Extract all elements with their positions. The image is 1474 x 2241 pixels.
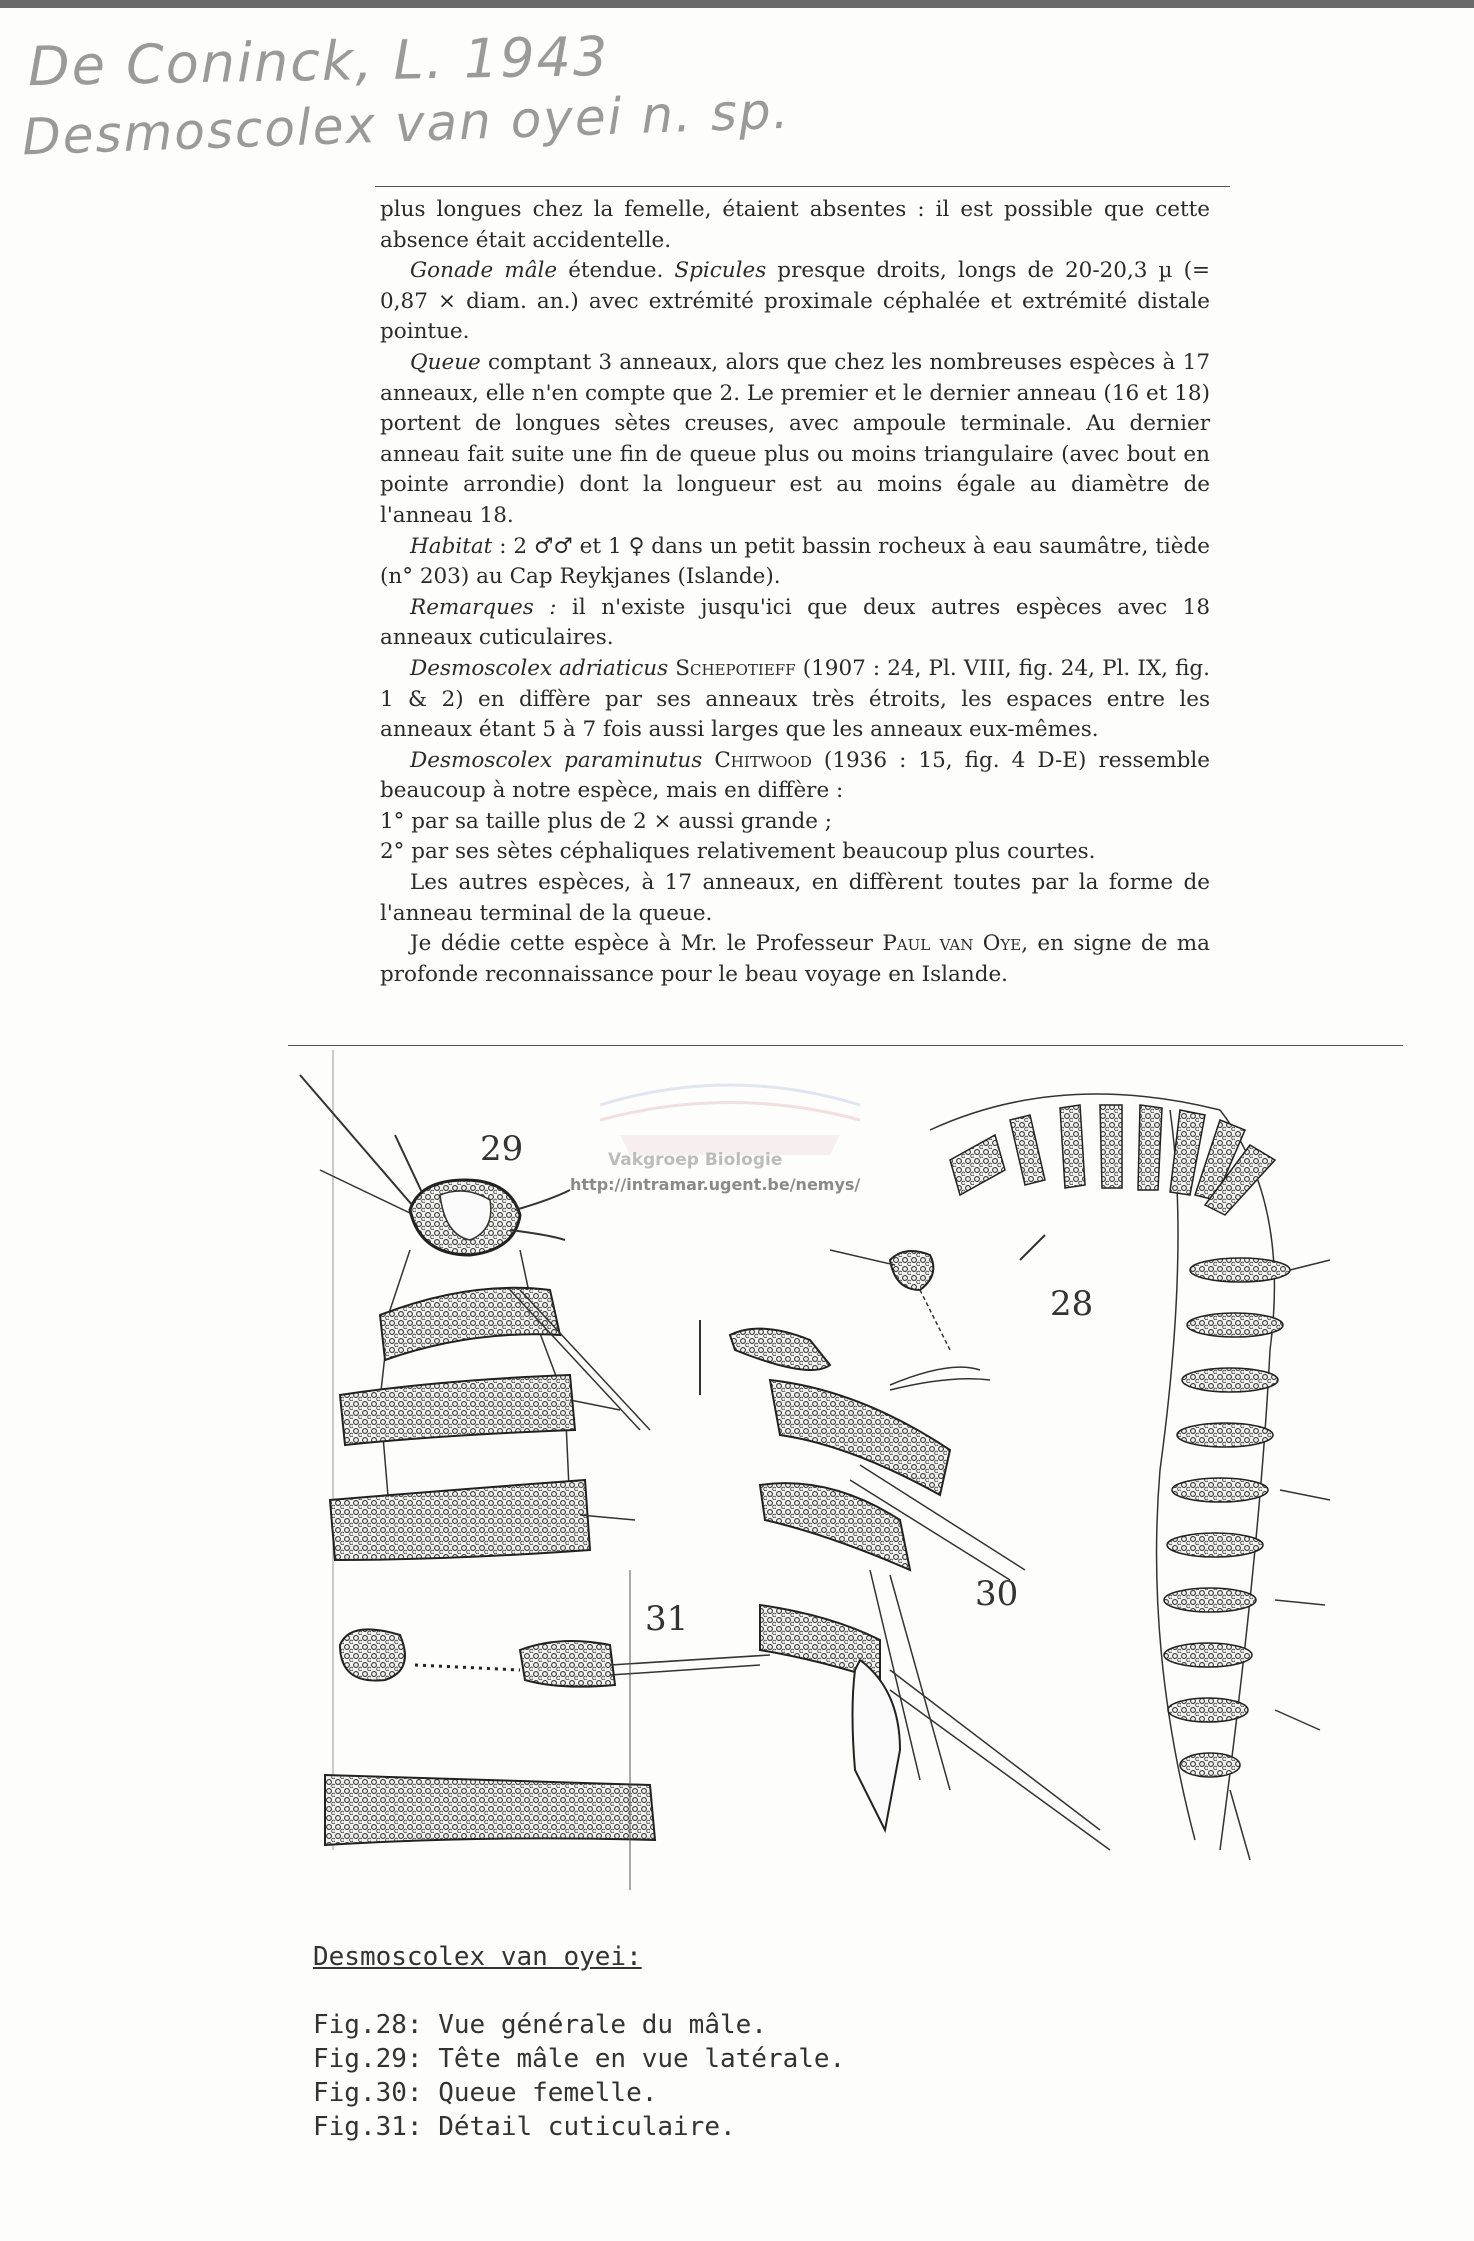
dedicatee-name: Paul van Oye [882, 931, 1022, 957]
paragraph-dedication [380, 929, 1210, 990]
paragraph-gonade [380, 256, 1210, 348]
term-habitat: Habitat [410, 533, 493, 559]
term-spicules: Spicules [674, 258, 767, 284]
watermark-url: http://intramar.ugent.be/nemys/ [570, 1175, 861, 1194]
author-chitwood: Chitwood [714, 747, 812, 773]
species-paraminutus: Desmoscolex paraminutus [410, 747, 703, 773]
paragraph-queue [380, 348, 1210, 532]
figure-31-cuticle-drawing [325, 1570, 770, 1890]
paragraph-autres: Les autres espèces, à 17 anneaux, en diffèrent toutes par la forme de l'anneau terminal de la queue. [380, 870, 1210, 926]
paragraph-paraminutus [380, 746, 1210, 807]
difference-2: 2° par ses sètes céphaliques relativement beaucoup plus courtes. [380, 839, 1096, 865]
term-remarques: Remarques : [410, 594, 557, 620]
difference-1: 1° par sa taille plus de 2 × aussi grande ; [380, 808, 833, 834]
paragraph-absence: plus longues chez la femelle, étaient absentes : il est possible que cette absence était accidentelle. [380, 197, 1210, 253]
paragraph-remarques-text: il n'existe jusqu'ici que deux autres espèces avec 18 anneaux cuticulaires. [380, 594, 1210, 651]
caption-fig31: Fig.31: Détail cuticulaire. [313, 2112, 736, 2142]
term-gonade: Gonade mâle [410, 258, 558, 284]
top-text-rule [375, 186, 1230, 187]
paragraph-gonade-text: étendue. [557, 258, 675, 284]
figure-30-tail-drawing [700, 1320, 1110, 1850]
author-schepotieff: Schepotieff [675, 655, 796, 681]
figure-label-28: 28 [1050, 1284, 1094, 1324]
figure-label-30: 30 [975, 1574, 1019, 1614]
description-text [380, 195, 1210, 990]
watermark-org: Vakgroep Biologie [608, 1150, 783, 1170]
handwritten-citation: De Coninck, L. 1943 [27, 24, 610, 99]
paragraph-spicules-text: presque droits, longs de 20-20,3 µ (= 0,87 × diam. an.) avec extrémité proximale céphalée et extrémité distale pointue. [380, 258, 1210, 345]
paragraph-habitat-text: : 2 ♂♂ et 1 ♀ dans un petit bassin rocheux à eau saumâtre, tiède (n° 203) au Cap Reykjanes (Islande). [380, 533, 1210, 590]
species-adriaticus: Desmoscolex adriaticus [410, 655, 669, 681]
paragraph-remarques [380, 593, 1210, 654]
paragraph-queue-text: comptant 3 anneaux, alors que chez les nombreuses espèces à 17 anneaux, elle n'en compte que 2. Le premier et le dernier anneau (16 et 18) portent de longues sètes creuses, avec ampoule terminale. Au dernier anneau fait suite une fin de queue plus ou moins triangulaire (avec bout en pointe arrondie) dont la longueur est au moins égale au diamètre de l'anneau 18. [380, 349, 1210, 528]
top-border [0, 0, 1474, 8]
caption-fig28: Fig.28: Vue générale du mâle. [313, 2010, 767, 2040]
dedication-text-a: Je dédie cette espèce à Mr. le Professeur [410, 931, 883, 957]
handwritten-species: Desmoscolex van oyei n. sp. [21, 81, 792, 167]
term-queue: Queue [410, 349, 481, 375]
figure-label-31: 31 [645, 1599, 689, 1639]
paragraph-habitat [380, 532, 1210, 593]
paragraph-adriaticus [380, 654, 1210, 746]
paragraph-paraminutus-text: (1936 : 15, fig. 4 D-E) ressemble beaucoup à notre espèce, mais en diffère : [380, 747, 1210, 804]
caption-title: Desmoscolex van oyei: [313, 1942, 642, 1972]
figure-caption [313, 1940, 845, 2144]
figure-label-29: 29 [480, 1129, 524, 1169]
dedication-text-b: , en signe de ma profonde reconnaissance pour le beau voyage en Islande. [380, 931, 1210, 987]
paragraph-adriaticus-text: (1907 : 24, Pl. VIII, fig. 24, Pl. IX, fig. 1 & 2) en diffère par ses anneaux très étroits, les espaces entre les anneaux étant 5 à 7 fois aussi larges que les anneaux eux-mêmes. [380, 655, 1211, 743]
caption-fig29: Fig.29: Tête mâle en vue latérale. [313, 2044, 846, 2074]
caption-fig30: Fig.30: Queue femelle. [313, 2078, 658, 2108]
